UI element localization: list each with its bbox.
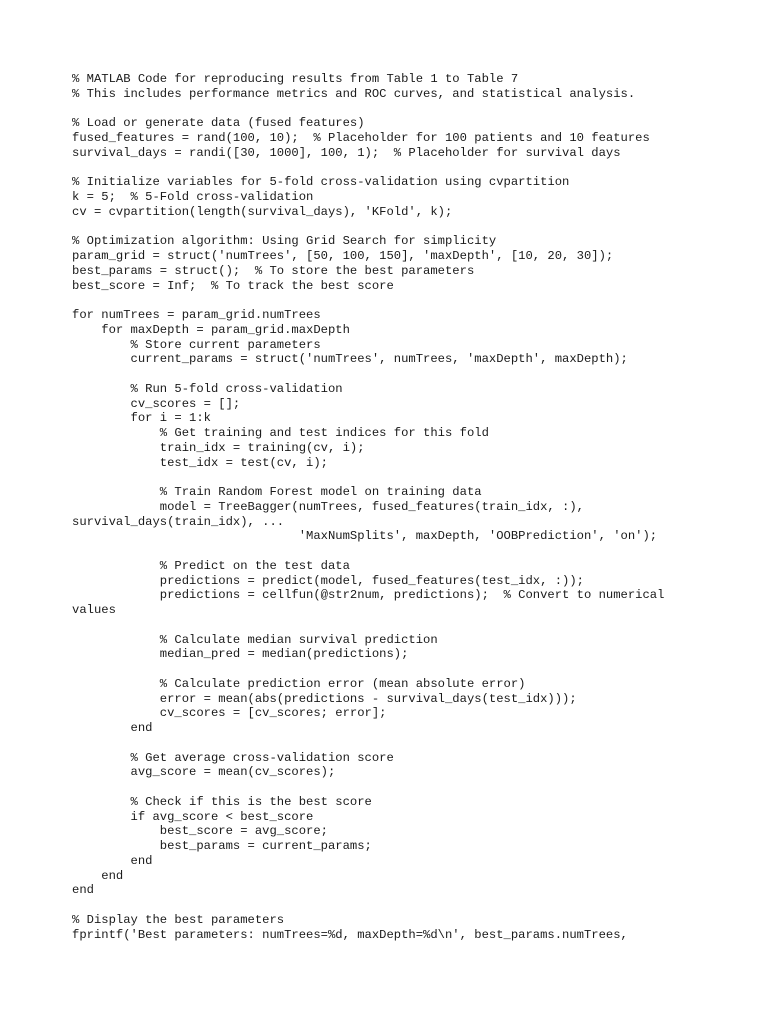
code-line: current_params = struct('numTrees', numTrees, 'maxDepth', maxDepth);: [72, 352, 628, 367]
code-line: 'MaxNumSplits', maxDepth, 'OOBPrediction', 'on');: [72, 529, 658, 544]
code-line: param_grid = struct('numTrees', [50, 100, 150], 'maxDepth', [10, 20, 30]);: [72, 249, 614, 263]
code-line: % Store current parameters: [72, 337, 321, 352]
code-line: [72, 470, 664, 485]
code-listing: [72, 72, 664, 942]
code-line: % MATLAB Code for reproducing results from Table 1 to Table 7: [72, 72, 519, 86]
code-line: [72, 220, 664, 235]
code-line: [72, 736, 664, 751]
code-line: end: [72, 868, 124, 883]
code-line: fused_features = rand(100, 10); % Placeholder for 100 patients and 10 features: [72, 131, 650, 145]
code-line: % Get training and test indices for this fold: [72, 426, 489, 440]
code-line: % This includes performance metrics and ROC curves, and statistical analysis.: [72, 86, 636, 101]
code-line: end: [72, 853, 153, 868]
code-line: values: [72, 603, 116, 617]
code-line: test_idx = test(cv, i);: [72, 455, 328, 470]
code-line: cv_scores = [];: [72, 396, 241, 411]
code-line: [72, 898, 664, 913]
code-line: % Predict on the test data: [72, 558, 350, 573]
code-line: [72, 367, 664, 382]
code-line: % Optimization algorithm: Using Grid Search for simplicity: [72, 234, 497, 249]
code-line: % Calculate prediction error (mean absolute error): [72, 676, 526, 691]
code-line: [72, 161, 664, 176]
code-line: % Calculate median survival prediction: [72, 632, 438, 647]
code-line: % Get average cross-validation score: [72, 750, 394, 765]
code-line: for maxDepth = param_grid.maxDepth: [72, 322, 350, 337]
code-line: % Load or generate data (fused features): [72, 116, 365, 131]
code-line: survival_days = randi([30, 1000], 100, 1); % Placeholder for survival days: [72, 145, 621, 160]
code-line: % Display the best parameters: [72, 912, 285, 927]
code-line: end: [72, 883, 94, 898]
code-line: if avg_score < best_score: [72, 809, 314, 824]
code-line: cv_scores = [cv_scores; error];: [72, 706, 387, 721]
code-line: for numTrees = param_grid.numTrees: [72, 308, 321, 322]
code-line: % Check if this is the best score: [72, 794, 372, 809]
code-line: [72, 544, 664, 559]
code-line: [72, 102, 664, 117]
code-line: [72, 293, 664, 308]
code-line: k = 5; % 5-Fold cross-validation: [72, 190, 314, 204]
code-line: survival_days(train_idx), ...: [72, 514, 285, 529]
code-line: for i = 1:k: [72, 411, 211, 426]
code-line: avg_score = mean(cv_scores);: [72, 765, 336, 780]
code-line: median_pred = median(predictions);: [72, 647, 409, 662]
code-line: best_params = current_params;: [72, 839, 372, 853]
code-line: [72, 662, 664, 677]
code-line: % Run 5-fold cross-validation: [72, 381, 343, 396]
code-line: error = mean(abs(predictions - survival_days(test_idx)));: [72, 691, 577, 706]
code-line: [72, 780, 664, 795]
code-line: model = TreeBagger(numTrees, fused_features(train_idx, :),: [72, 499, 584, 514]
code-line: cv = cvpartition(length(survival_days), 'KFold', k);: [72, 204, 453, 219]
code-line: [72, 618, 664, 633]
code-line: % Initialize variables for 5-fold cross-validation using cvpartition: [72, 175, 570, 190]
code-line: fprintf('Best parameters: numTrees=%d, maxDepth=%d\n', best_params.numTrees,: [72, 927, 628, 942]
code-line: predictions = cellfun(@str2num, predictions); % Convert to numerical: [72, 588, 665, 603]
code-line: best_params = struct(); % To store the best parameters: [72, 263, 475, 278]
code-line: end: [72, 721, 153, 735]
code-line: best_score = Inf; % To track the best score: [72, 278, 394, 293]
code-line: best_score = avg_score;: [72, 824, 328, 839]
code-line: predictions = predict(model, fused_features(test_idx, :));: [72, 573, 584, 588]
code-line: % Train Random Forest model on training data: [72, 485, 482, 499]
code-line: train_idx = training(cv, i);: [72, 440, 365, 455]
